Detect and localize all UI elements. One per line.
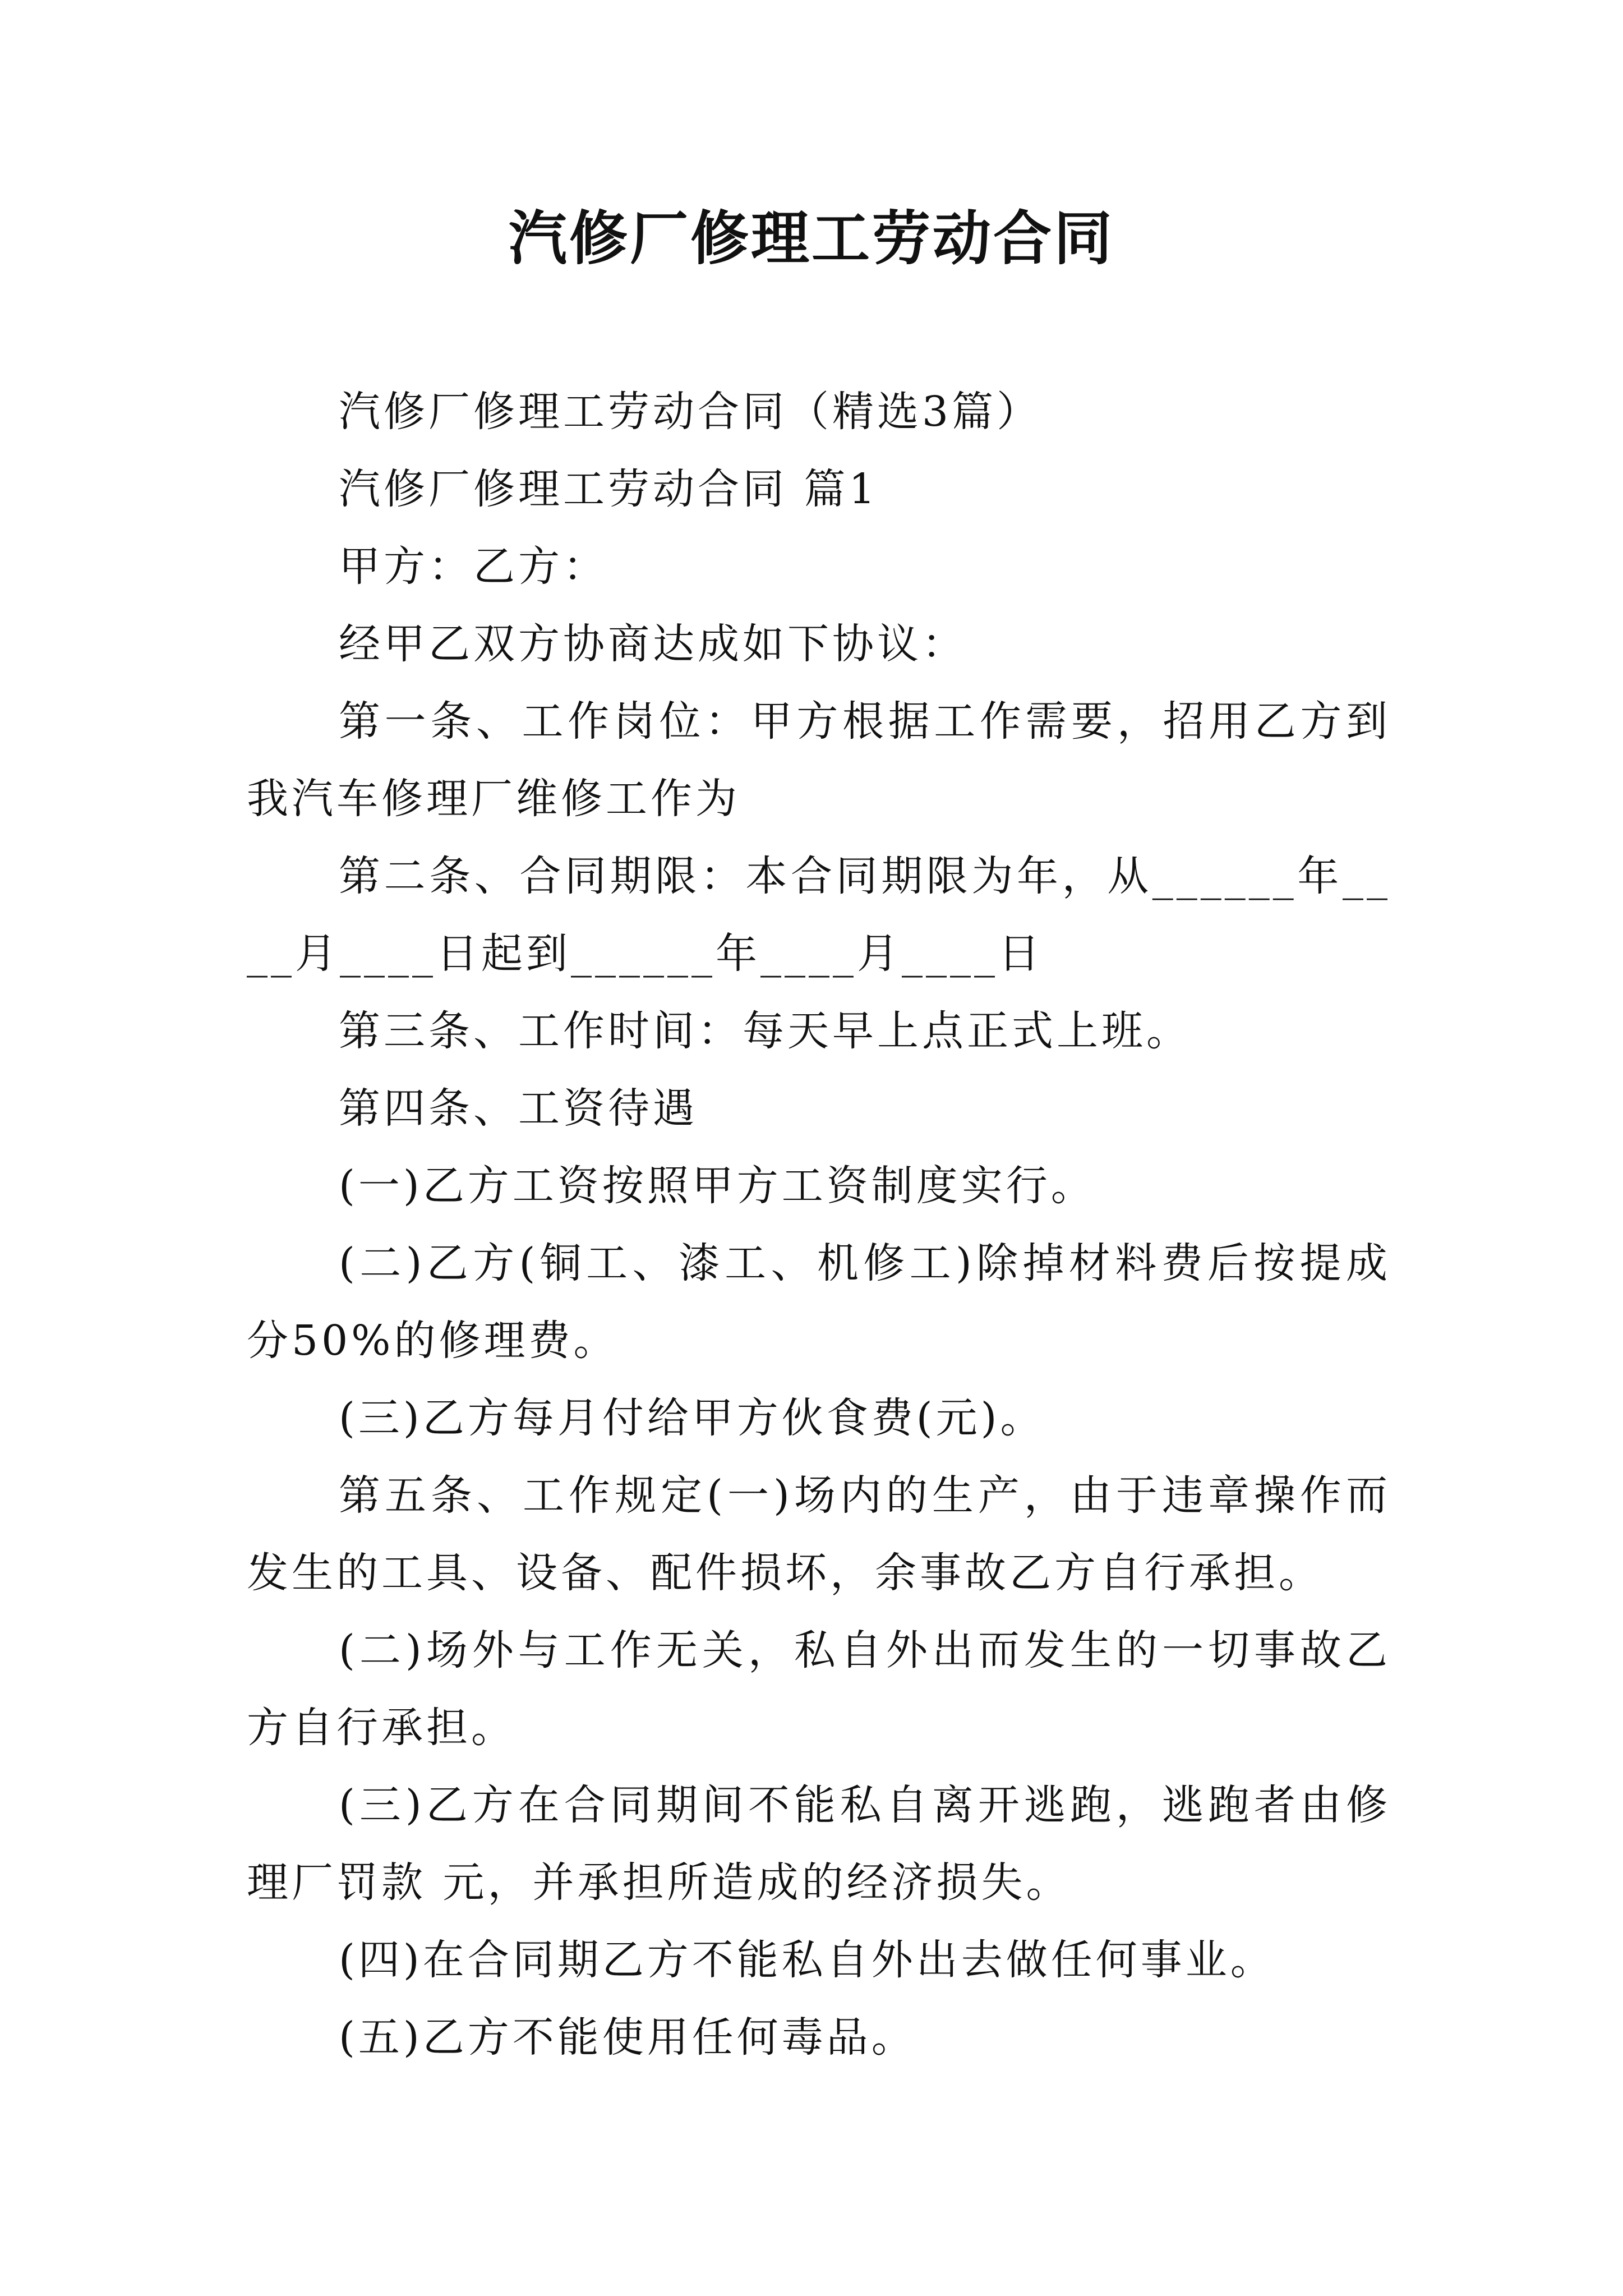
document-subtitle: 汽修厂修理工劳动合同（精选3篇） [339,388,1042,436]
article-4-item-1: (一)乙方工资按照甲方工资制度实行。 [339,1162,1096,1210]
article-3: 第三条、工作时间：每天早上点正式上班。 [339,1007,1191,1055]
agreement-intro: 经甲乙双方协商达成如下协议： [339,620,967,668]
article-5-item-2: (二)场外与工作无关，私自外出而发生的一切事故乙方自行承担。 [247,1626,1391,1752]
article-2: 第二条、合同期限：本合同期限为年，从______年____月____日起到______年____月____日 [247,852,1391,978]
article-5: 第五条、工作规定(一)场内的生产，由于违章操作而发生的工具、设备、配件损坏，余事故乙方自行承担。 [247,1471,1391,1597]
document-body [247,373,1391,2076]
article-4-item-2: (二)乙方(铜工、漆工、机修工)除掉材料费后按提成分50%的修理费。 [247,1239,1391,1365]
article-4-item-3: (三)乙方每月付给甲方伙食费(元)。 [339,1394,1045,1442]
article-4-heading: 第四条、工资待遇 [339,1084,698,1133]
document-title: 汽修厂修理工劳动合同 [508,204,1114,273]
article-5-item-4: (四)在合同期乙方不能私自外出去做任何事业。 [339,1936,1275,1984]
article-1: 第一条、工作岗位：甲方根据工作需要，招用乙方到我汽车修理厂维修工作为 [247,697,1391,823]
article-5-item-3: (三)乙方在合同期间不能私自离开逃跑，逃跑者由修理厂罚款 元，并承担所造成的经济损失。 [247,1781,1391,1907]
parties-line: 甲方：乙方： [339,542,608,591]
article-5-item-5: (五)乙方不能使用任何毒品。 [339,2013,916,2062]
section-heading: 汽修厂修理工劳动合同 篇1 [339,465,879,513]
